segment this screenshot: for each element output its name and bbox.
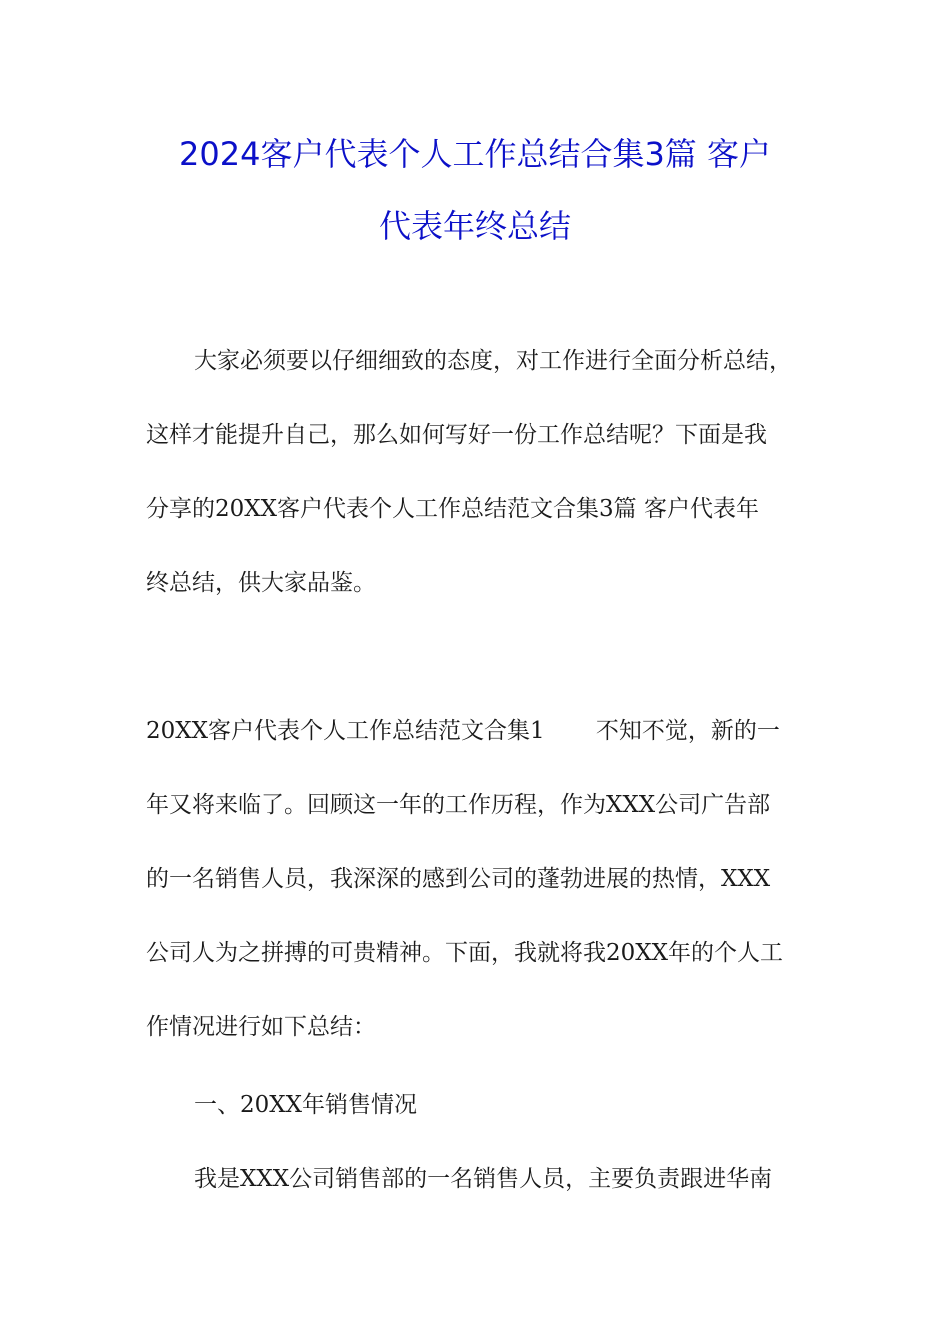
section-1-line: 20XX客户代表个人工作总结范文合集1 不知不觉，新的一 (146, 718, 780, 744)
document-title-line-2: 代表年终总结 (378, 207, 571, 245)
section-1-line: 作情况进行如下总结： (146, 1014, 376, 1040)
intro-line: 终总结，供大家品鉴。 (146, 570, 376, 596)
section-heading: 一、20XX年销售情况 (194, 1092, 418, 1118)
section-1-line: 年又将来临了。回顾这一年的工作历程，作为XXX公司广告部 (146, 792, 771, 818)
paragraph-line: 我是XXX公司销售部的一名销售人员，主要负责跟进华南 (194, 1166, 773, 1192)
intro-line: 这样才能提升自己，那么如何写好一份工作总结呢？下面是我 (146, 422, 767, 448)
intro-line: 分享的20XX客户代表个人工作总结范文合集3篇 客户代表年 (146, 496, 759, 522)
document-title-line-1: 2024客户代表个人工作总结合集3篇 客户 (179, 135, 771, 173)
section-1-line: 公司人为之拼搏的可贵精神。下面，我就将我20XX年的个人工 (146, 940, 784, 966)
section-1-line: 的一名销售人员，我深深的感到公司的蓬勃进展的热情，XXX (146, 866, 771, 892)
intro-line: 大家必须要以仔细细致的态度，对工作进行全面分析总结， (194, 348, 792, 374)
